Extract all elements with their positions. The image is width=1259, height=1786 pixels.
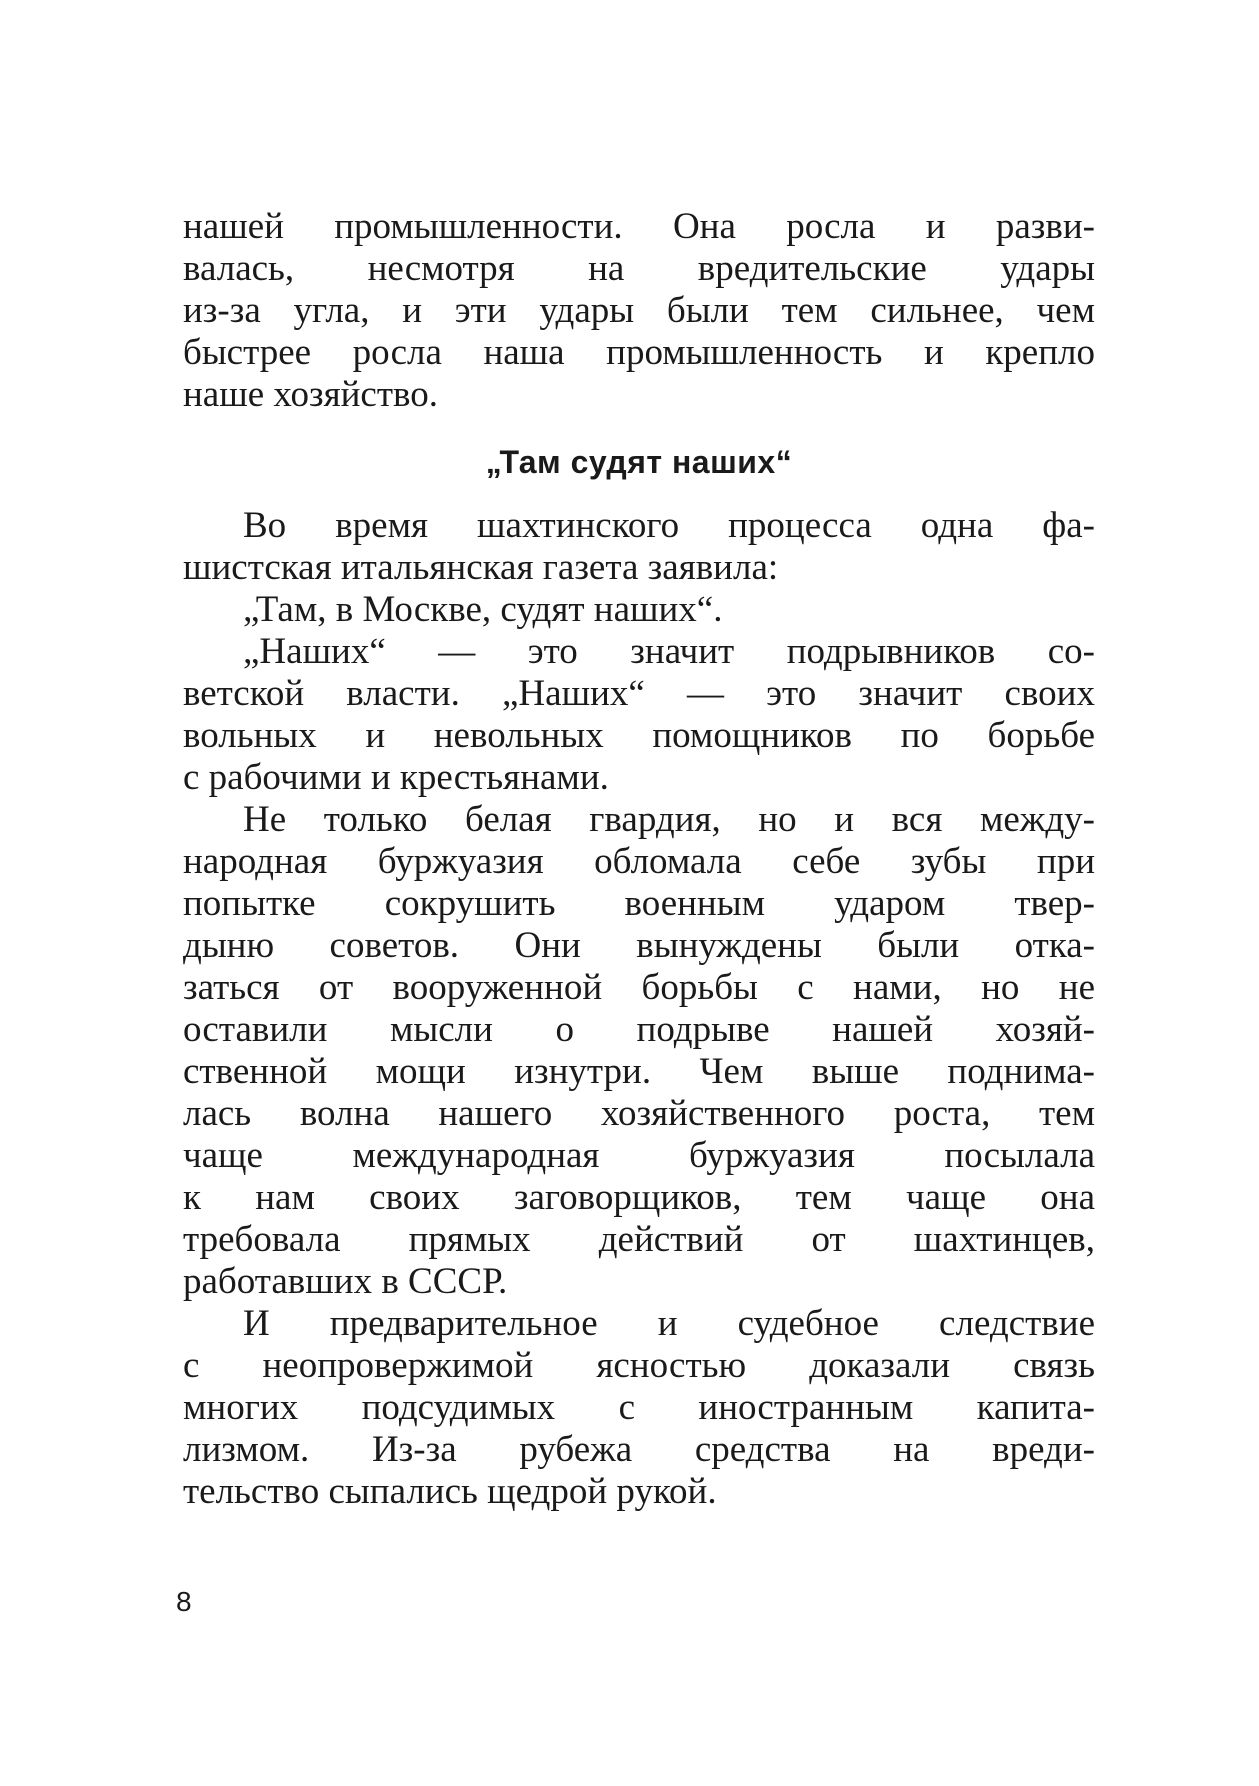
text-line: из-за угла, и эти удары были тем сильнее, чем bbox=[183, 290, 1095, 331]
section-body bbox=[183, 505, 1095, 1513]
text-line: требовала прямых действий от шахтинцев, bbox=[183, 1219, 1095, 1260]
text-line: „Там, в Москве, судят наших“. bbox=[243, 589, 723, 630]
text-line: к нам своих заговорщиков, тем чаще она bbox=[183, 1177, 1095, 1218]
section-heading: „Там судят наших“ bbox=[485, 444, 793, 480]
page-number: 8 bbox=[176, 1586, 192, 1617]
text-line: с рабочими и крестьянами. bbox=[183, 757, 609, 798]
text-line: нашей промышленности. Она росла и разви- bbox=[183, 206, 1095, 247]
continuation-paragraph bbox=[183, 206, 1095, 416]
text-line: Во время шахтинского процесса одна фа- bbox=[243, 505, 1095, 546]
text-line: тельство сыпались щедрой рукой. bbox=[183, 1471, 717, 1512]
text-line: „Наших“ — это значит подрывников со- bbox=[243, 631, 1095, 672]
text-line: дыню советов. Они вынуждены были отка- bbox=[183, 925, 1095, 966]
text-line: оставили мысли о подрыве нашей хозяй- bbox=[183, 1009, 1095, 1050]
text-line: многих подсудимых с иностранным капита- bbox=[183, 1387, 1095, 1428]
text-line: попытке сокрушить военным ударом твер- bbox=[183, 883, 1095, 924]
text-line: И предварительное и судебное следствие bbox=[243, 1303, 1095, 1344]
text-line: быстрее росла наша промышленность и крепло bbox=[183, 332, 1095, 373]
text-line: наше хозяйство. bbox=[183, 374, 438, 415]
text-line: ветской власти. „Наших“ — это значит своих bbox=[183, 673, 1095, 714]
text-line: лась волна нашего хозяйственного роста, тем bbox=[183, 1093, 1095, 1134]
text-line: валась, несмотря на вредительские удары bbox=[183, 248, 1095, 289]
text-line: Не только белая гвардия, но и вся между- bbox=[243, 799, 1095, 840]
text-line: ственной мощи изнутри. Чем выше поднима- bbox=[183, 1051, 1095, 1092]
text-line: народная буржуазия обломала себе зубы при bbox=[183, 841, 1095, 882]
text-line: чаще международная буржуазия посылала bbox=[183, 1135, 1095, 1176]
text-line: шистская итальянская газета заявила: bbox=[183, 547, 779, 588]
text-line: заться от вооруженной борьбы с нами, но не bbox=[183, 967, 1095, 1008]
text-line: вольных и невольных помощников по борьбе bbox=[183, 715, 1095, 756]
text-line: лизмом. Из-за рубежа средства на вреди- bbox=[183, 1429, 1095, 1470]
text-line: с неопровержимой ясностью доказали связь bbox=[183, 1345, 1095, 1386]
text-line: работавших в СССР. bbox=[183, 1261, 508, 1302]
